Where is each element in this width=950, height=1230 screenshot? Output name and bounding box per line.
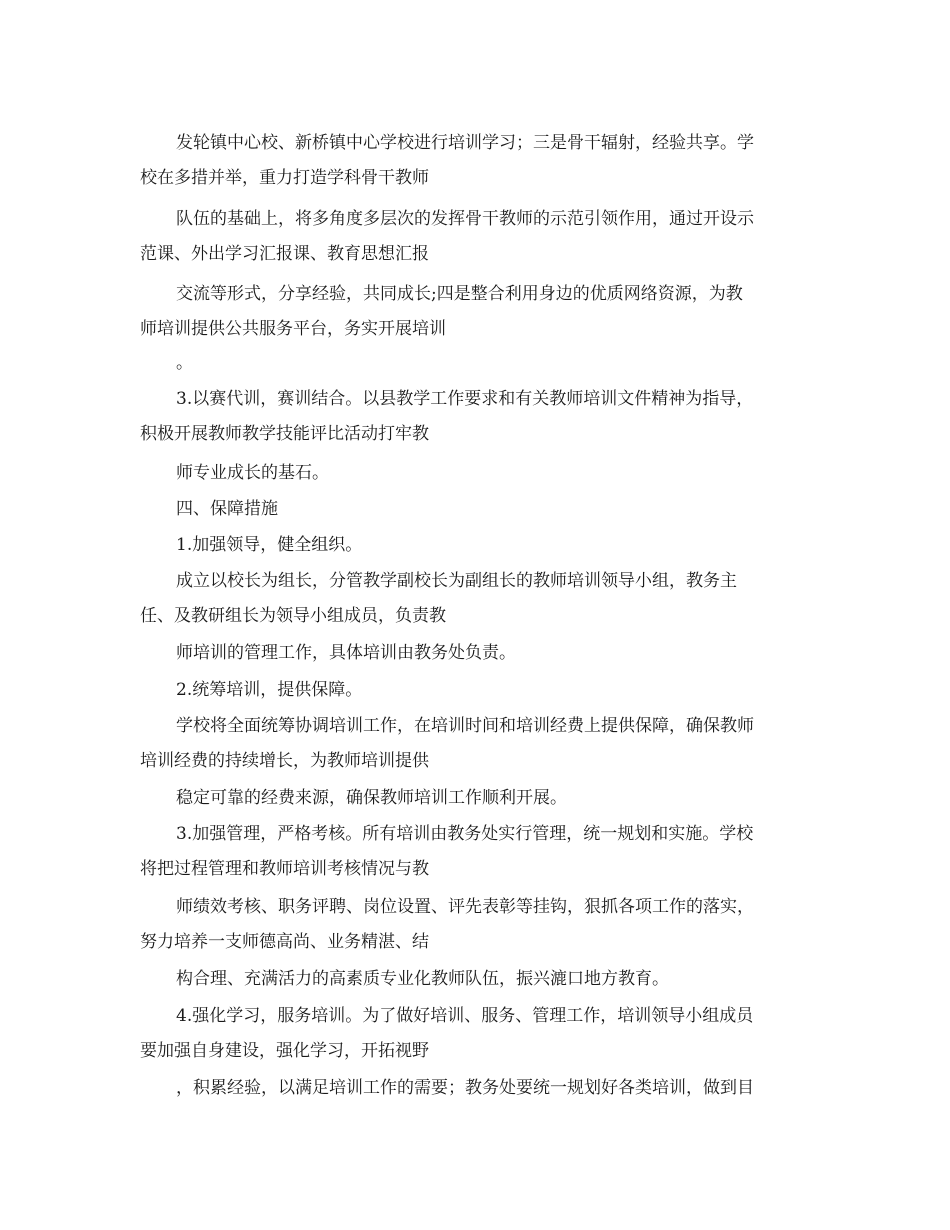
- text-line: 3.加强管理，严格考核。所有培训由教务处实行管理，统一规划和实施。学校: [176, 824, 754, 844]
- text-line: 将把过程管理和教师培训考核情况与教: [140, 859, 429, 879]
- text-line: 2.统筹培训，提供保障。: [176, 680, 363, 700]
- text-line: 稳定可靠的经费来源，确保教师培训工作顺利开展。: [176, 788, 567, 808]
- text-line: 任、及教研组长为领导小组成员，负责教: [140, 606, 446, 626]
- text-line: 努力培养一支师德高尚、业务精湛、结: [140, 932, 429, 952]
- text-line: 积极开展教师教学技能评比活动打牢教: [140, 424, 429, 444]
- text-line: 4.强化学习，服务培训。为了做好培训、服务、管理工作，培训领导小组成员: [176, 1006, 754, 1026]
- text-line: 构合理、充满活力的高素质专业化教师队伍，振兴漉口地方教育。: [176, 969, 669, 989]
- text-line: 发轮镇中心校、新桥镇中心学校进行培训学习；三是骨干辐射，经验共享。学: [176, 133, 754, 153]
- text-line: 队伍的基础上，将多角度多层次的发挥骨干教师的示范引领作用，通过开设示: [176, 209, 754, 229]
- text-line: 交流等形式，分享经验，共同成长;四是整合利用身边的优质网络资源，为教: [176, 284, 743, 304]
- text-line: 师专业成长的基石。: [176, 463, 329, 483]
- text-line: ，积累经验，以满足培训工作的需要；教务处要统一规划好各类培训，做到目: [176, 1078, 754, 1098]
- text-line: 师培训的管理工作，具体培训由教务处负责。: [176, 643, 516, 663]
- section-heading: 四、保障措施: [176, 499, 278, 519]
- text-line: 1.加强领导，健全组织。: [176, 535, 363, 555]
- text-line: 3.以赛代训，赛训结合。以县教学工作要求和有关教师培训文件精神为指导，: [176, 389, 754, 409]
- text-line: 校在多措并举，重力打造学科骨干教师: [140, 168, 429, 188]
- text-line: 。: [176, 353, 193, 373]
- text-line: 师培训提供公共服务平台，务实开展培训: [140, 319, 446, 339]
- text-line: 师绩效考核、职务评聘、岗位设置、评先表彰等挂钩，狠抓各项工作的落实，: [176, 897, 754, 917]
- text-line: 成立以校长为组长，分管教学副校长为副组长的教师培训领导小组，教务主: [176, 571, 737, 591]
- text-line: 要加强自身建设，强化学习，开拓视野: [140, 1041, 429, 1061]
- text-line: 学校将全面统筹协调培训工作，在培训时间和培训经费上提供保障，确保教师: [176, 716, 754, 736]
- text-line: 培训经费的持续增长，为教师培训提供: [140, 751, 429, 771]
- text-line: 范课、外出学习汇报课、教育思想汇报: [140, 244, 429, 264]
